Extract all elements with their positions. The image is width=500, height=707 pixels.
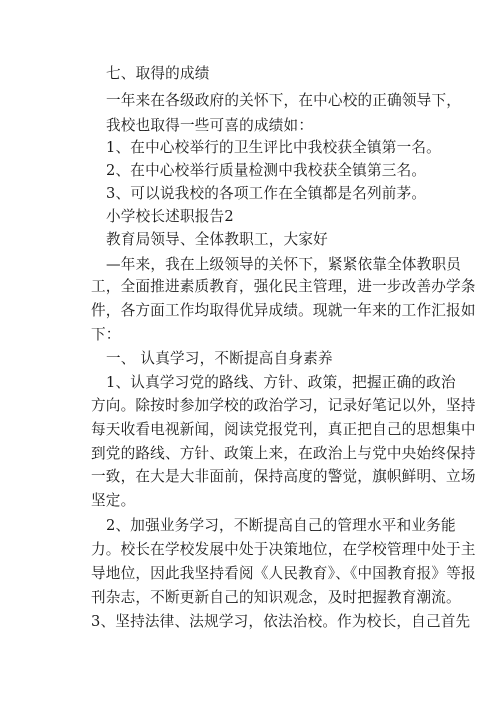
paragraph-line: 件，各方面工作均取得优异成绩。现就一年来的工作汇报如 (91, 302, 476, 319)
list-item: 2、在中心校举行质量检测中我校获全镇第三名。 (106, 162, 427, 179)
section-heading-study: 一、 认真学习，不断提高自身素养 (106, 350, 333, 367)
paragraph-line: 工，全面推进素质教育，强化民主管理，进一步改善办学条 (91, 278, 476, 295)
paragraph-line: 到党的路线、方针、政策上来，在政治上与党中央始终保持 (91, 445, 476, 462)
paragraph-line: 坚定。 (91, 492, 136, 509)
paragraph-line: 方向。除按时参加学校的政治学习，记录好笔记以外，坚持 (91, 397, 476, 414)
paragraph-line: 2、加强业务学习，不断提高自己的管理水平和业务能 (106, 517, 456, 534)
paragraph-line: 导地位，因此我坚持看阅《人民教育》、《中国教育报》等报 (91, 565, 476, 582)
report-title: 小学校长述职报告2 (106, 208, 234, 225)
list-item: 1、在中心校举行的卫生评比中我校获全镇第一名。 (106, 139, 441, 156)
paragraph-line: 3、坚持法律、法规学习，依法治校。作为校长，自己首先 (91, 613, 471, 630)
section-heading-achievements: 七、取得的成绩 (106, 65, 210, 82)
paragraph-line: 力。校长在学校发展中处于决策地位，在学校管理中处于主 (91, 541, 476, 558)
paragraph-line: 1、认真学习党的路线、方针、政策，把握正确的政治 (106, 374, 456, 391)
paragraph-line: 一致，在大是大非面前，保持高度的警觉，旗帜鲜明、立场 (91, 468, 476, 485)
paragraph-line: 每天收看电视新闻，阅读党报党刊，真正把自己的思想集中 (91, 421, 476, 438)
paragraph-line: 一年来在各级政府的关怀下，在中心校的正确领导下， (106, 92, 462, 109)
list-item: 3、可以说我校的各项工作在全镇都是名列前茅。 (106, 185, 427, 202)
paragraph-line: 下： (91, 326, 121, 343)
paragraph-line: —年来，我在上级领导的关怀下，紧紧依靠全体教职员 (106, 256, 462, 273)
paragraph-line: 我校也取得一些可喜的成绩如： (106, 117, 314, 134)
greeting-line: 教育局领导、全体教职工，大家好 (106, 231, 328, 248)
paragraph-line: 刊杂志，不断更新自己的知识观念，及时把握教育潮流。 (91, 589, 461, 606)
